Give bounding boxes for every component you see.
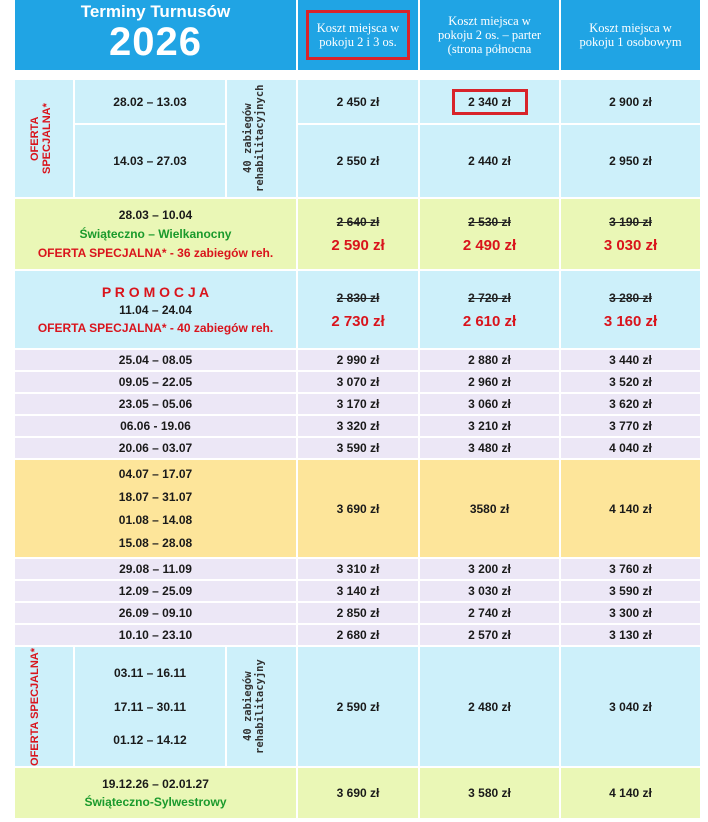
block2-dates-1: 03.11 – 16.11 [113, 666, 187, 681]
block2-dates-cell [75, 647, 225, 766]
promo-p3-new: 3 160 zł [603, 312, 658, 330]
spring-row3-dates: 23.05 – 05.06 [15, 394, 296, 414]
newyear-label-cell [15, 768, 296, 818]
header-year: 2026 [109, 20, 202, 64]
block1-row2-p2: 2 440 zł [420, 125, 559, 197]
block1-row2-dates: 14.03 – 27.03 [75, 125, 225, 197]
easter-p1-old: 2 640 zł [336, 215, 380, 229]
easter-p2-new: 2 490 zł [462, 237, 517, 254]
easter-p1-cell [298, 199, 418, 269]
autumn-row1-p2: 3 200 zł [420, 559, 559, 579]
header-col3-label: Koszt miejsca w pokoju 1 osobowym [579, 21, 682, 49]
summer-dates-1: 04.07 – 17.07 [118, 467, 193, 482]
spring-row1-p1: 2 990 zł [298, 350, 418, 370]
block1-row2-p3: 2 950 zł [561, 125, 700, 197]
newyear-dates: 19.12.26 – 02.01.27 [102, 777, 209, 791]
autumn-row1-dates: 29.08 – 11.09 [15, 559, 296, 579]
newyear-p1: 3 690 zł [298, 768, 418, 818]
spring-row5-p1: 3 590 zł [298, 438, 418, 458]
block1-row1-p2-cell [420, 80, 559, 123]
spring-row1-dates: 25.04 – 08.05 [15, 350, 296, 370]
easter-p3-new: 3 030 zł [603, 237, 658, 254]
promo-dates: 11.04 – 24.04 [119, 302, 192, 317]
autumn-row2-p1: 3 140 zł [298, 581, 418, 601]
promo-p3-cell [561, 271, 700, 348]
block2-dates-2: 17.11 – 30.11 [113, 699, 187, 714]
autumn-row4-p2: 2 570 zł [420, 625, 559, 645]
spring-row2-dates: 09.05 – 22.05 [15, 372, 296, 392]
easter-offer: OFERTA SPECJALNA* - 36 zabiegów reh. [37, 245, 274, 260]
spring-row1-p3: 3 440 zł [561, 350, 700, 370]
spring-row4-p3: 3 770 zł [561, 416, 700, 436]
autumn-row1-p1: 3 310 zł [298, 559, 418, 579]
promo-title: P R O M O C J A [101, 283, 210, 300]
summer-p1: 3 690 zł [298, 460, 418, 557]
block2-side-label: OFERTA SPECJALNA* [29, 647, 41, 766]
block2-p2: 2 480 zł [420, 647, 559, 766]
block1-treatments-cell [227, 80, 296, 197]
promo-p1-new: 2 730 zł [331, 312, 385, 330]
easter-name: Świąteczno – Wielkanocny [79, 226, 232, 241]
block1-row2-p1: 2 550 zł [298, 125, 418, 197]
header-col1 [298, 0, 418, 70]
spring-row2-p1: 3 070 zł [298, 372, 418, 392]
easter-p3-old: 3 190 zł [609, 215, 652, 229]
header-col2-label: Koszt miejsca w pokoju 2 os. – parter (strona północna [437, 14, 542, 56]
block1-side-label: OFERTA SPECJALNA* [29, 103, 53, 174]
summer-p3: 4 140 zł [561, 460, 700, 557]
header-col3 [561, 0, 700, 70]
header-col1-highlight [306, 10, 410, 60]
block1-row1-p2: 2 340 zł [452, 89, 528, 115]
easter-p2-cell [420, 199, 559, 269]
spring-row4-p2: 3 210 zł [420, 416, 559, 436]
easter-p2-old: 2 530 zł [468, 215, 511, 229]
block1-row1-p3: 2 900 zł [561, 80, 700, 123]
block2-dates-3: 01.12 – 14.12 [113, 732, 187, 747]
autumn-row2-p2: 3 030 zł [420, 581, 559, 601]
autumn-row3-p1: 2 850 zł [298, 603, 418, 623]
block1-row1-dates: 28.02 – 13.03 [75, 80, 225, 123]
spring-row3-p3: 3 620 zł [561, 394, 700, 414]
autumn-row3-p2: 2 740 zł [420, 603, 559, 623]
promo-p2-old: 2 720 zł [468, 290, 511, 305]
easter-label-cell [15, 199, 296, 269]
promo-p2-cell [420, 271, 559, 348]
newyear-p3: 4 140 zł [561, 768, 700, 818]
promo-label-cell [15, 271, 296, 348]
header-title-block [15, 0, 296, 70]
block2-p3: 3 040 zł [561, 647, 700, 766]
promo-p3-old: 3 280 zł [609, 290, 652, 305]
spring-row2-p2: 2 960 zł [420, 372, 559, 392]
autumn-row2-dates: 12.09 – 25.09 [15, 581, 296, 601]
newyear-p2: 3 580 zł [420, 768, 559, 818]
autumn-row4-p3: 3 130 zł [561, 625, 700, 645]
summer-p2: 3580 zł [420, 460, 559, 557]
newyear-name: Świąteczno-Sylwestrowy [84, 795, 227, 809]
block1-row1-p1: 2 450 zł [298, 80, 418, 123]
spring-row1-p2: 2 880 zł [420, 350, 559, 370]
easter-p1-new: 2 590 zł [331, 237, 385, 254]
autumn-row1-p3: 3 760 zł [561, 559, 700, 579]
spring-row5-p2: 3 480 zł [420, 438, 559, 458]
block2-side-cell [15, 647, 73, 766]
summer-dates-cell [15, 460, 296, 557]
block1-side-cell [15, 80, 73, 197]
autumn-row3-p3: 3 300 zł [561, 603, 700, 623]
autumn-row4-p1: 2 680 zł [298, 625, 418, 645]
autumn-row2-p3: 3 590 zł [561, 581, 700, 601]
summer-dates-4: 15.08 – 28.08 [118, 535, 193, 550]
spring-row2-p3: 3 520 zł [561, 372, 700, 392]
spring-row5-p3: 4 040 zł [561, 438, 700, 458]
block1-treatments: 40 zabiegów rehabilitacyjnych [241, 84, 266, 193]
summer-dates-3: 01.08 – 14.08 [118, 512, 193, 527]
promo-p2-new: 2 610 zł [462, 312, 517, 330]
promo-p1-cell [298, 271, 418, 348]
easter-dates: 28.03 – 10.04 [118, 207, 193, 222]
header-subtitle: Terminy Turnusów [80, 2, 231, 21]
easter-p3-cell [561, 199, 700, 269]
block2-treatments-cell [227, 647, 296, 766]
spring-row4-p1: 3 320 zł [298, 416, 418, 436]
header-col1-label: Koszt miejsca w pokoju 2 i 3 os. [316, 21, 400, 49]
autumn-row3-dates: 26.09 – 09.10 [15, 603, 296, 623]
header-col2 [420, 0, 559, 70]
autumn-row4-dates: 10.10 – 23.10 [15, 625, 296, 645]
block2-treatments: 40 zabiegów rehabilitacyjny [241, 659, 266, 754]
spring-row5-dates: 20.06 – 03.07 [15, 438, 296, 458]
promo-p1-old: 2 830 zł [336, 290, 380, 305]
spring-row4-dates: 06.06 - 19.06 [15, 416, 296, 436]
summer-dates-2: 18.07 – 31.07 [118, 490, 193, 505]
spring-row3-p2: 3 060 zł [420, 394, 559, 414]
block2-p1: 2 590 zł [298, 647, 418, 766]
promo-offer: OFERTA SPECJALNA* - 40 zabiegów reh. [37, 320, 274, 335]
spring-row3-p1: 3 170 zł [298, 394, 418, 414]
